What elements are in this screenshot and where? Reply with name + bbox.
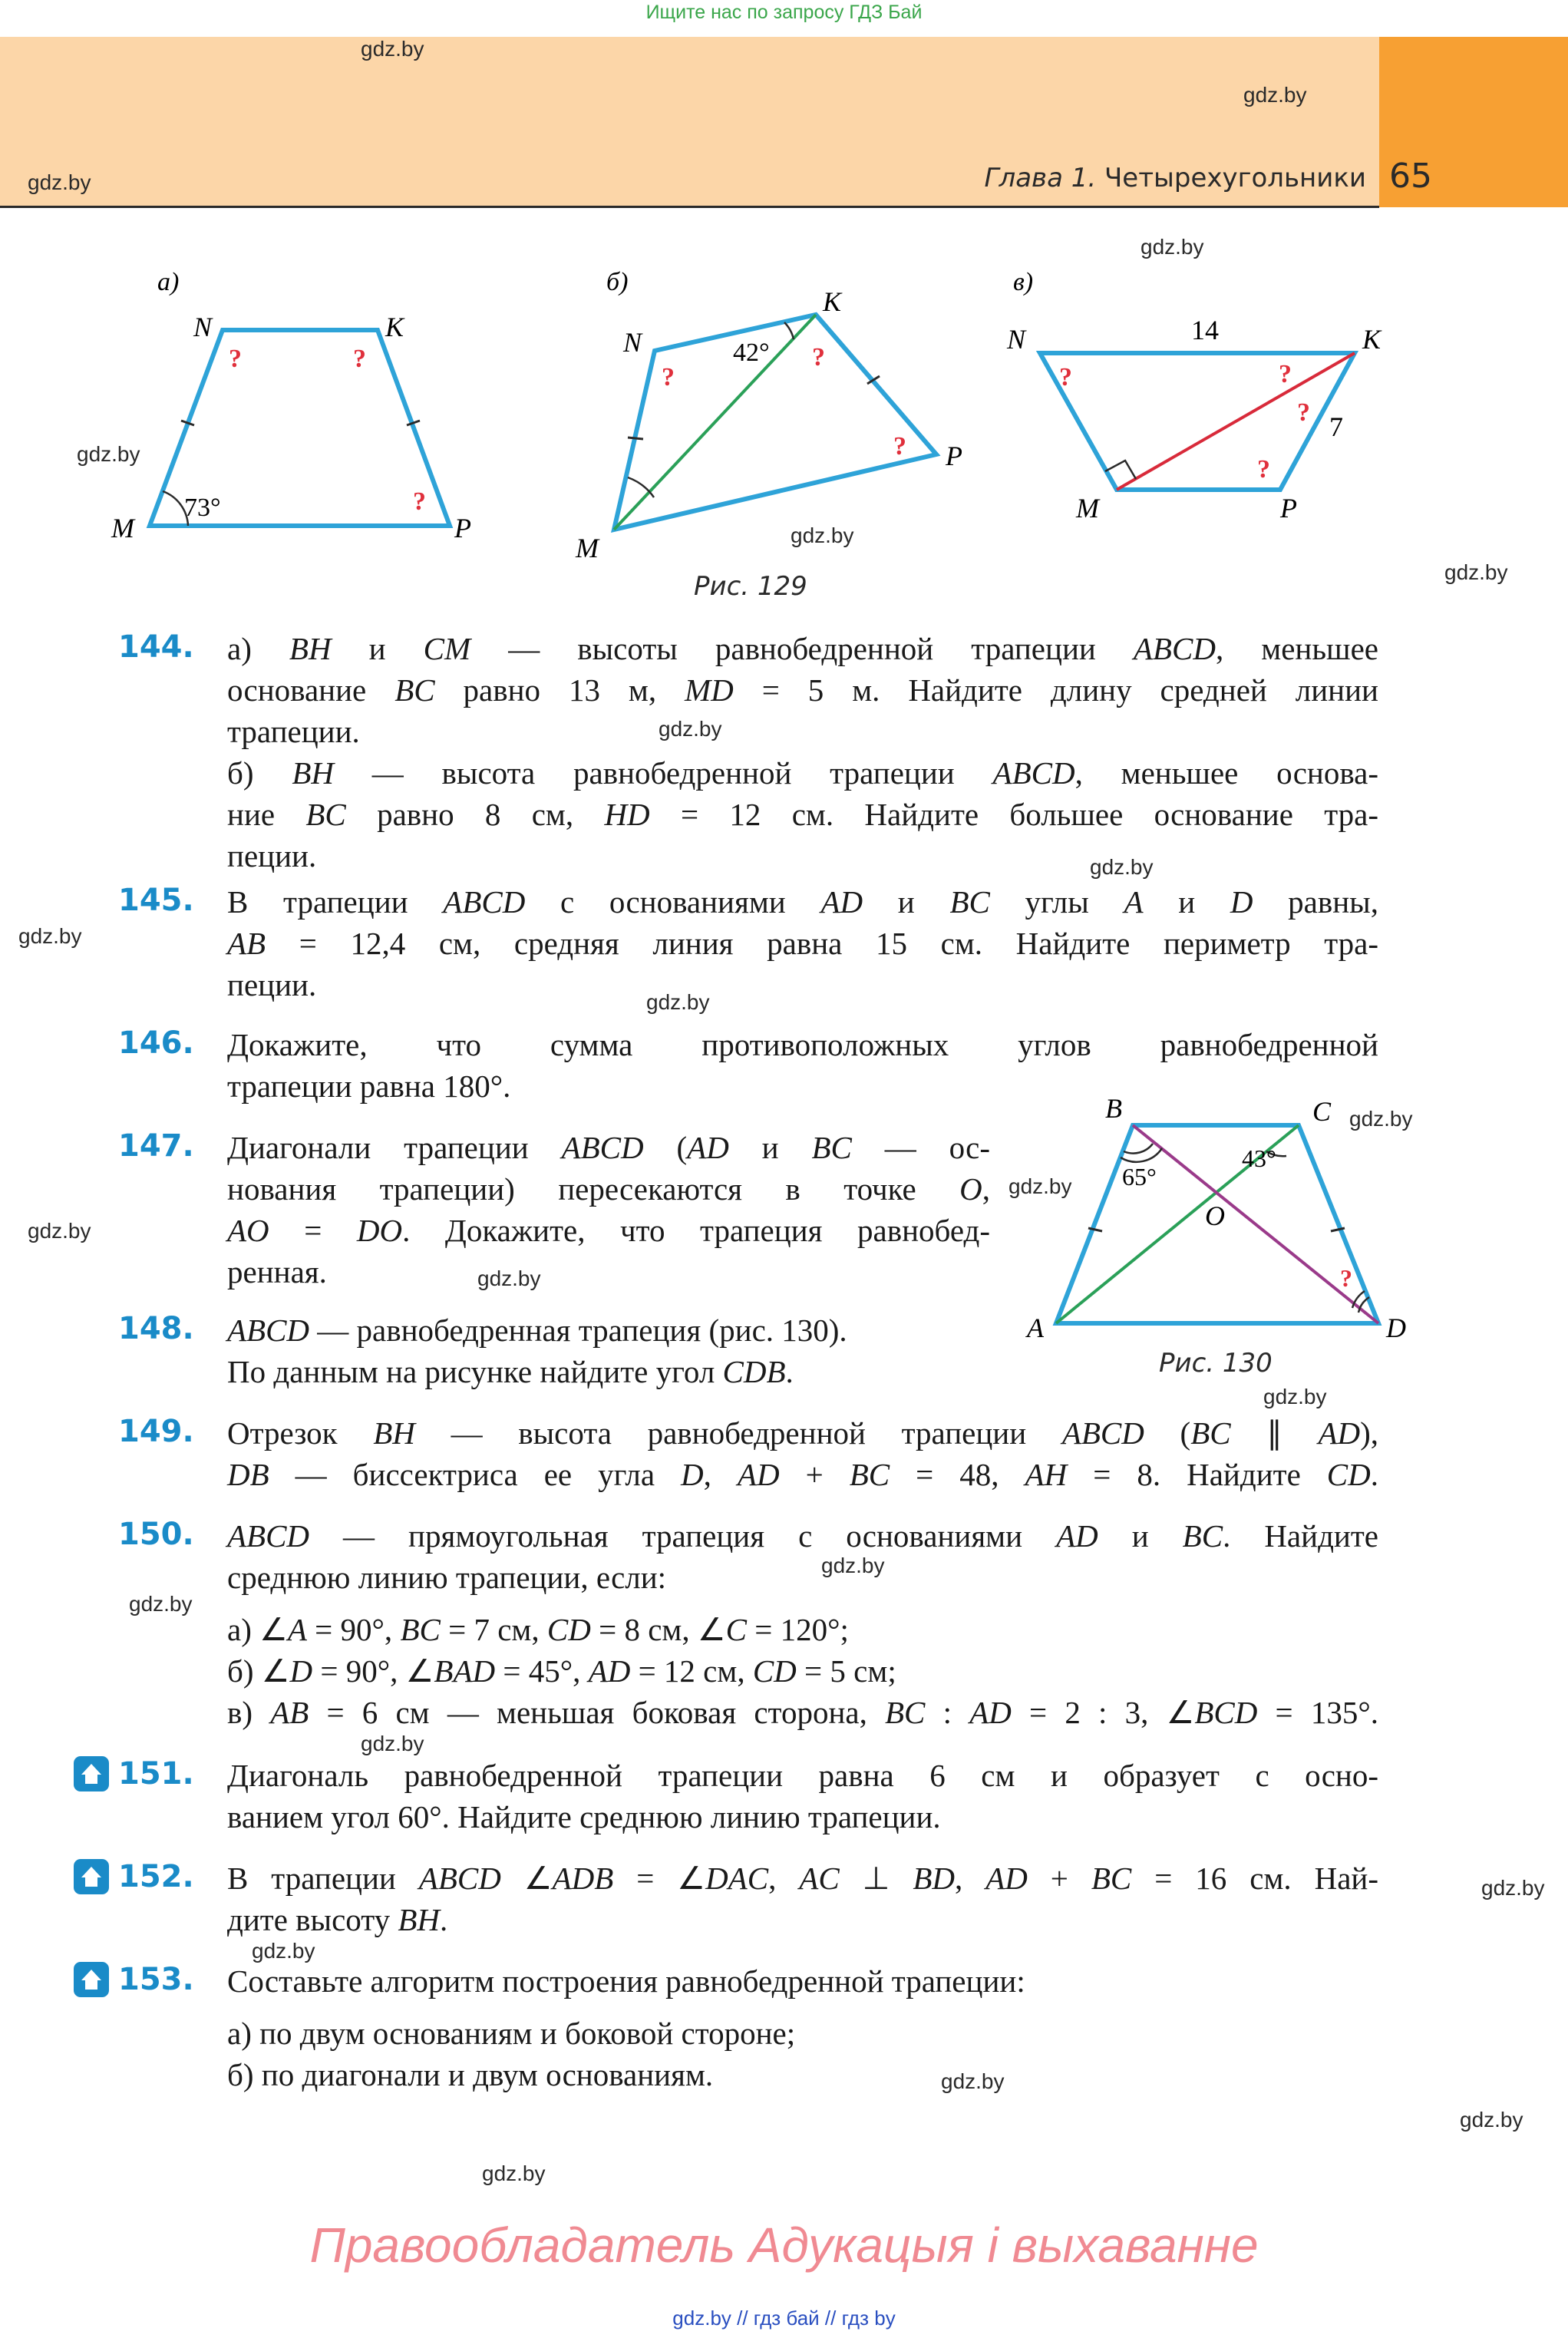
watermark: gdz.by	[1444, 560, 1508, 584]
task-145	[227, 881, 1378, 1006]
task-line: б) по диагонали и двум основаниям.	[227, 2057, 714, 2092]
watermark: gdz.by	[646, 990, 710, 1014]
unknown-mark: ?	[1340, 1264, 1352, 1292]
vertex-K: K	[385, 312, 404, 342]
task-number: 149.	[118, 1414, 194, 1449]
task-number: 152.	[118, 1859, 194, 1894]
angle-arc	[1121, 1148, 1162, 1162]
task-number: 153.	[118, 1962, 194, 1997]
fig-b-label: б)	[606, 268, 629, 296]
task-line: б) ∠D = 90°, ∠BAD = 45°, AD = 12 см, CD = 5 см;	[227, 1653, 896, 1689]
vertex-P: P	[1280, 493, 1297, 523]
chapter-label: Глава 1.	[984, 163, 1097, 193]
task-line: трапеции равна 180°.	[227, 1068, 511, 1104]
watermark: gdz.by	[482, 2161, 546, 2185]
watermark: gdz.by	[1141, 235, 1204, 259]
chapter-name: Четырехугольники	[1104, 163, 1366, 193]
watermark: gdz.by	[1349, 1107, 1413, 1131]
quadrilateral-b	[614, 315, 936, 530]
task-line: а) BH и CM — высоты равнобедренной трапеции ABCD, меньшее	[227, 631, 1378, 666]
unknown-mark: ?	[1279, 360, 1292, 388]
vertex-N: N	[1007, 324, 1026, 355]
home-task-icon	[74, 1962, 109, 1997]
task-line: трапеции.	[227, 714, 360, 749]
watermark: gdz.by	[1008, 1174, 1072, 1198]
task-line: а) по двум основаниям и боковой стороне;	[227, 2016, 796, 2051]
task-147	[227, 1127, 990, 1293]
task-153	[227, 1960, 1378, 2095]
angle-43: 43°	[1242, 1144, 1276, 1172]
watermark: gdz.by	[477, 1266, 541, 1290]
angle-arc	[784, 322, 794, 339]
vertex-D: D	[1386, 1313, 1406, 1343]
point-O: O	[1205, 1200, 1225, 1231]
vertex-P: P	[454, 513, 471, 543]
top-note: Ищите нас по запросу ГДЗ Бай	[645, 2, 923, 23]
chapter-title	[837, 163, 1366, 193]
vertex-C: C	[1312, 1096, 1332, 1127]
angle-arc	[1124, 1144, 1153, 1154]
watermark: gdz.by	[18, 924, 82, 948]
angle-65: 65°	[1122, 1163, 1157, 1190]
task-line: ние BC равно 8 см, HD = 12 см. Найдите большее основание тра-	[227, 797, 1378, 832]
task-148	[227, 1309, 995, 1392]
task-line: ванием угол 60°. Найдите среднюю линию трапеции.	[227, 1799, 941, 1834]
watermark: gdz.by	[252, 1939, 315, 1963]
task-line: а) ∠A = 90°, BC = 7 см, CD = 8 см, ∠C = 120°;	[227, 1612, 849, 1647]
unknown-mark: ?	[229, 345, 242, 373]
page-number: 65	[1389, 157, 1432, 196]
unknown-mark: ?	[893, 432, 906, 461]
tick-mark	[628, 438, 643, 439]
task-line: AO = DO. Докажите, что трапеция равнобед-	[227, 1213, 991, 1248]
task-number: 146.	[118, 1025, 194, 1061]
task-line: Докажите, что сумма противоположных углов равнобедренной	[227, 1027, 1378, 1062]
task-line: ренная.	[227, 1254, 327, 1290]
task-number: 150.	[118, 1517, 194, 1552]
watermark: gdz.by	[1460, 2108, 1523, 2132]
task-144	[227, 628, 1378, 877]
watermark: gdz.by	[129, 1592, 193, 1616]
unknown-mark: ?	[662, 363, 675, 391]
vertex-K: K	[1362, 324, 1381, 355]
task-line: нования трапеции) пересекаются в точке O,	[227, 1171, 990, 1207]
vertex-N: N	[193, 312, 213, 342]
task-number: 145.	[118, 883, 194, 918]
vertex-B: B	[1105, 1093, 1122, 1124]
task-number: 147.	[118, 1128, 194, 1164]
task-line: Составьте алгоритм построения равнобедренной трапеции:	[227, 1963, 1025, 1999]
task-line: Диагональ равнобедренной трапеции равна 6 см и образует с осно-	[227, 1758, 1378, 1793]
home-task-icon	[74, 1859, 109, 1894]
angle-73: 73°	[184, 494, 221, 522]
figure-129-caption: Рис. 129	[694, 571, 807, 602]
task-line: пеции.	[227, 967, 317, 1002]
task-line: ABCD — равнобедренная трапеция (рис. 130).	[227, 1313, 847, 1348]
header-divider	[0, 206, 1379, 208]
task-line: Диагонали трапеции ABCD (AD и BC — ос-	[227, 1130, 991, 1165]
figure-130-caption: Рис. 130	[1159, 1348, 1273, 1379]
task-line: среднюю линию трапеции, если:	[227, 1560, 667, 1595]
watermark: gdz.by	[659, 717, 722, 741]
task-line: основание BC равно 13 м, MD = 5 м. Найдите длину средней линии	[227, 672, 1378, 708]
figure-130	[998, 1090, 1428, 1351]
fig-a-label: а)	[157, 268, 180, 296]
unknown-mark: ?	[812, 343, 825, 372]
vertex-P: P	[946, 441, 962, 471]
vertex-N: N	[623, 327, 642, 358]
task-line: DB — биссектриса ее угла D, AD + BC = 48, AH = 8. Найдите CD.	[227, 1457, 1379, 1492]
watermark: gdz.by	[361, 1732, 424, 1755]
vertex-M: M	[576, 533, 599, 563]
task-line: В трапеции ABCD ∠ADB = ∠DAC, AC ⊥ BD, AD + BC = 16 см. Най-	[227, 1861, 1379, 1896]
watermark: gdz.by	[28, 170, 91, 194]
side-7: 7	[1329, 411, 1343, 442]
task-151	[227, 1755, 1378, 1838]
task-line: AB = 12,4 см, средняя линия равна 15 см. Найдите периметр тра-	[227, 926, 1378, 961]
task-146	[227, 1024, 1378, 1107]
task-152	[227, 1858, 1378, 1940]
task-line: ABCD — прямоугольная трапеция с основаниями AD и BC. Найдите	[227, 1518, 1378, 1554]
task-line: Отрезок BH — высота равнобедренной трапеции ABCD (BC ∥ AD),	[227, 1415, 1379, 1451]
figure-129	[0, 253, 1568, 576]
watermark: gdz.by	[1090, 855, 1154, 879]
vertex-M: M	[111, 513, 134, 543]
vertex-K: K	[823, 286, 842, 317]
unknown-mark: ?	[1297, 398, 1310, 427]
unknown-mark: ?	[1059, 363, 1072, 391]
watermark: gdz.by	[361, 37, 424, 61]
side-14: 14	[1191, 315, 1219, 345]
vertex-A: A	[1027, 1313, 1044, 1343]
task-number: 144.	[118, 629, 194, 665]
vertex-M: M	[1076, 493, 1099, 523]
task-line: б) BH — высота равнобедренной трапеции ABCD, меньшее основа-	[227, 755, 1378, 791]
task-line: В трапеции ABCD с основаниями AD и BC углы A и D равны,	[227, 884, 1378, 920]
angle-arc	[628, 477, 654, 497]
task-line: По данным на рисунке найдите угол CDB.	[227, 1354, 794, 1389]
diagonal-MK	[614, 315, 816, 530]
copyright-notice: Правообладатель Адукацыя і выхаванне	[309, 2217, 1259, 2273]
watermark: gdz.by	[821, 1554, 885, 1577]
unknown-mark: ?	[413, 487, 426, 516]
task-line: пеции.	[227, 838, 317, 873]
home-task-icon	[74, 1756, 109, 1791]
watermark: gdz.by	[1263, 1385, 1327, 1408]
watermark: gdz.by	[791, 523, 854, 547]
watermark: gdz.by	[941, 2069, 1005, 2093]
task-150	[227, 1515, 1378, 1733]
task-149	[227, 1412, 1378, 1495]
task-number: 148.	[118, 1311, 194, 1346]
unknown-mark: ?	[1257, 455, 1270, 484]
watermark: gdz.by	[1481, 1876, 1545, 1900]
task-line: в) AB = 6 см — меньшая боковая сторона, BC : AD = 2 : 3, ∠BCD = 135°.	[227, 1695, 1378, 1730]
unknown-mark: ?	[353, 345, 366, 373]
fig-v-label: в)	[1013, 268, 1034, 296]
watermark: gdz.by	[1243, 83, 1307, 107]
watermark: gdz.by	[77, 442, 140, 466]
task-line: дите высоту BH.	[227, 1902, 448, 1937]
watermark: gdz.by	[28, 1219, 91, 1243]
angle-42: 42°	[733, 338, 770, 367]
footer-links[interactable]: gdz.by // гдз бай // гдз by	[672, 2307, 896, 2330]
task-number: 151.	[118, 1756, 194, 1791]
